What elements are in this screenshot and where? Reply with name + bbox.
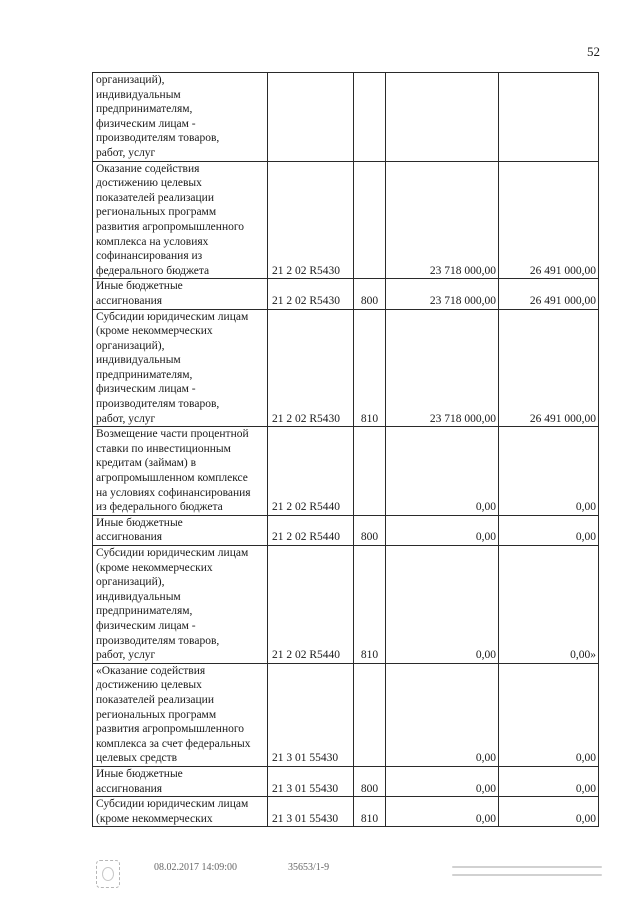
row-code-cell: 21 2 02 R5440	[268, 515, 354, 545]
row-type-cell	[354, 161, 386, 279]
row-name-line: производителям товаров,	[96, 132, 220, 145]
row-type-cell: 810	[354, 797, 386, 827]
row-name-line: кредитам (займам) в	[96, 457, 197, 470]
row-name-cell	[93, 161, 268, 279]
row-name-line: ассигнования	[96, 531, 163, 544]
row-name-line: развития агропромышленного	[96, 220, 245, 233]
row-code-cell: 21 2 02 R5430	[268, 161, 354, 279]
row-name-line: Иные бюджетные	[96, 280, 183, 293]
row-name-line: Иные бюджетные	[96, 516, 183, 529]
row-name-line: организаций),	[96, 339, 165, 352]
row-name-cell	[93, 309, 268, 427]
row-name-line: индивидуальным	[96, 590, 181, 603]
footer-doc-id: 35653/1-9	[288, 862, 330, 873]
row-name-line: (кроме некоммерческих	[96, 561, 213, 574]
row-amount-2017-cell: 0,00	[386, 546, 499, 664]
row-name-line: ассигнования	[96, 294, 163, 307]
row-name-cell	[93, 663, 268, 766]
row-name-line: «Оказание содействия	[96, 664, 206, 677]
row-name-line: достижению целевых	[96, 679, 202, 692]
row-amount-2017-cell: 23 718 000,00	[386, 161, 499, 279]
table-row	[93, 546, 599, 664]
row-name-line: физическим лицам -	[96, 619, 196, 632]
row-name-line: производителям товаров,	[96, 634, 220, 647]
row-name-line: Иные бюджетные	[96, 767, 183, 780]
table-row	[93, 515, 599, 545]
row-name-line: достижению целевых	[96, 177, 202, 190]
row-name-line: (кроме некоммерческих	[96, 812, 213, 825]
row-amount-2017-cell: 0,00	[386, 766, 499, 796]
watermark	[452, 860, 602, 884]
row-name-line: ставки по инвестиционным	[96, 442, 231, 455]
row-name-line: индивидуальным	[96, 88, 181, 101]
row-name-line: производителям товаров,	[96, 398, 220, 411]
page-footer	[0, 860, 640, 900]
row-code-cell	[268, 73, 354, 162]
table-row	[93, 279, 599, 309]
row-name-line: развития агропромышленного	[96, 723, 245, 736]
table-row	[93, 73, 599, 162]
row-name-cell	[93, 427, 268, 516]
row-type-cell	[354, 73, 386, 162]
row-amount-2018-cell: 0,00	[499, 797, 599, 827]
row-name-line: работ, услуг	[96, 146, 156, 159]
row-name-line: показателей реализации	[96, 693, 214, 706]
row-name-cell	[93, 546, 268, 664]
row-name-line: организаций),	[96, 74, 165, 86]
table-row	[93, 427, 599, 516]
row-name-line: федерального бюджета	[96, 264, 210, 277]
row-name-line: ассигнования	[96, 782, 163, 795]
row-name-line: работ, услуг	[96, 412, 156, 425]
row-name-cell	[93, 797, 268, 827]
row-amount-2018-cell: 26 491 000,00	[499, 279, 599, 309]
row-code-cell: 21 2 02 R5430	[268, 279, 354, 309]
row-name-line: Субсидии юридическим лицам	[96, 547, 249, 559]
row-amount-2018-cell: 0,00	[499, 427, 599, 516]
row-name-cell	[93, 73, 268, 162]
footer-date: 08.02.2017 14:09:00	[154, 862, 238, 873]
row-name-cell	[93, 515, 268, 545]
row-name-line: предпринимателям,	[96, 103, 193, 116]
stamp-icon	[96, 860, 120, 888]
row-name-line: (кроме некоммерческих	[96, 325, 213, 338]
table-body	[93, 73, 599, 827]
row-name-line: региональных программ	[96, 708, 217, 721]
row-name-line: предпринимателям,	[96, 605, 193, 618]
row-type-cell: 800	[354, 766, 386, 796]
row-name-line: на условиях софинансирования	[96, 486, 251, 499]
row-name-line: индивидуальным	[96, 354, 181, 367]
row-name-line: комплекса на условиях	[96, 235, 209, 248]
row-type-cell: 800	[354, 515, 386, 545]
row-name-line: физическим лицам -	[96, 117, 196, 130]
row-name-line: агропромышленном комплексе	[96, 472, 248, 485]
table-row	[93, 161, 599, 279]
row-amount-2018-cell: 26 491 000,00	[499, 161, 599, 279]
row-name-line: Субсидии юридическим лицам	[96, 798, 249, 811]
row-amount-2018-cell	[499, 73, 599, 162]
row-name-line: целевых средств	[96, 752, 178, 765]
row-amount-2017-cell: 0,00	[386, 427, 499, 516]
row-name-line: физическим лицам -	[96, 383, 196, 396]
row-type-cell	[354, 663, 386, 766]
row-amount-2017-cell: 0,00	[386, 515, 499, 545]
row-name-line: Оказание содействия	[96, 162, 200, 175]
row-amount-2018-cell: 0,00»	[499, 546, 599, 664]
row-name-line: софинансирования из	[96, 250, 203, 263]
row-amount-2018-cell: 0,00	[499, 515, 599, 545]
row-name-line: Возмещение части процентной	[96, 428, 249, 441]
row-code-cell: 21 2 02 R5440	[268, 427, 354, 516]
row-amount-2017-cell: 0,00	[386, 663, 499, 766]
row-code-cell: 21 3 01 55430	[268, 797, 354, 827]
budget-table	[92, 72, 599, 827]
row-amount-2017-cell: 23 718 000,00	[386, 279, 499, 309]
row-name-line: региональных программ	[96, 206, 217, 219]
row-code-cell: 21 3 01 55430	[268, 663, 354, 766]
row-name-line: организаций),	[96, 576, 165, 589]
table-row	[93, 766, 599, 796]
row-amount-2017-cell: 0,00	[386, 797, 499, 827]
row-name-line: предпринимателям,	[96, 368, 193, 381]
row-code-cell: 21 2 02 R5430	[268, 309, 354, 427]
row-name-line: комплекса за счет федеральных	[96, 737, 251, 750]
row-name-line: показателей реализации	[96, 191, 214, 204]
row-amount-2018-cell: 0,00	[499, 663, 599, 766]
row-amount-2017-cell: 23 718 000,00	[386, 309, 499, 427]
table-row	[93, 663, 599, 766]
row-name-cell	[93, 766, 268, 796]
row-type-cell: 810	[354, 546, 386, 664]
page-number: 52	[587, 44, 600, 59]
row-name-cell	[93, 279, 268, 309]
row-code-cell: 21 2 02 R5440	[268, 546, 354, 664]
row-amount-2018-cell: 0,00	[499, 766, 599, 796]
row-amount-2017-cell	[386, 73, 499, 162]
row-name-line: работ, услуг	[96, 649, 156, 662]
row-name-line: Субсидии юридическим лицам	[96, 310, 249, 323]
row-name-line: из федерального бюджета	[96, 501, 223, 514]
row-type-cell: 800	[354, 279, 386, 309]
table-row	[93, 309, 599, 427]
row-type-cell: 810	[354, 309, 386, 427]
row-amount-2018-cell: 26 491 000,00	[499, 309, 599, 427]
row-type-cell	[354, 427, 386, 516]
row-code-cell: 21 3 01 55430	[268, 766, 354, 796]
table-row	[93, 797, 599, 827]
